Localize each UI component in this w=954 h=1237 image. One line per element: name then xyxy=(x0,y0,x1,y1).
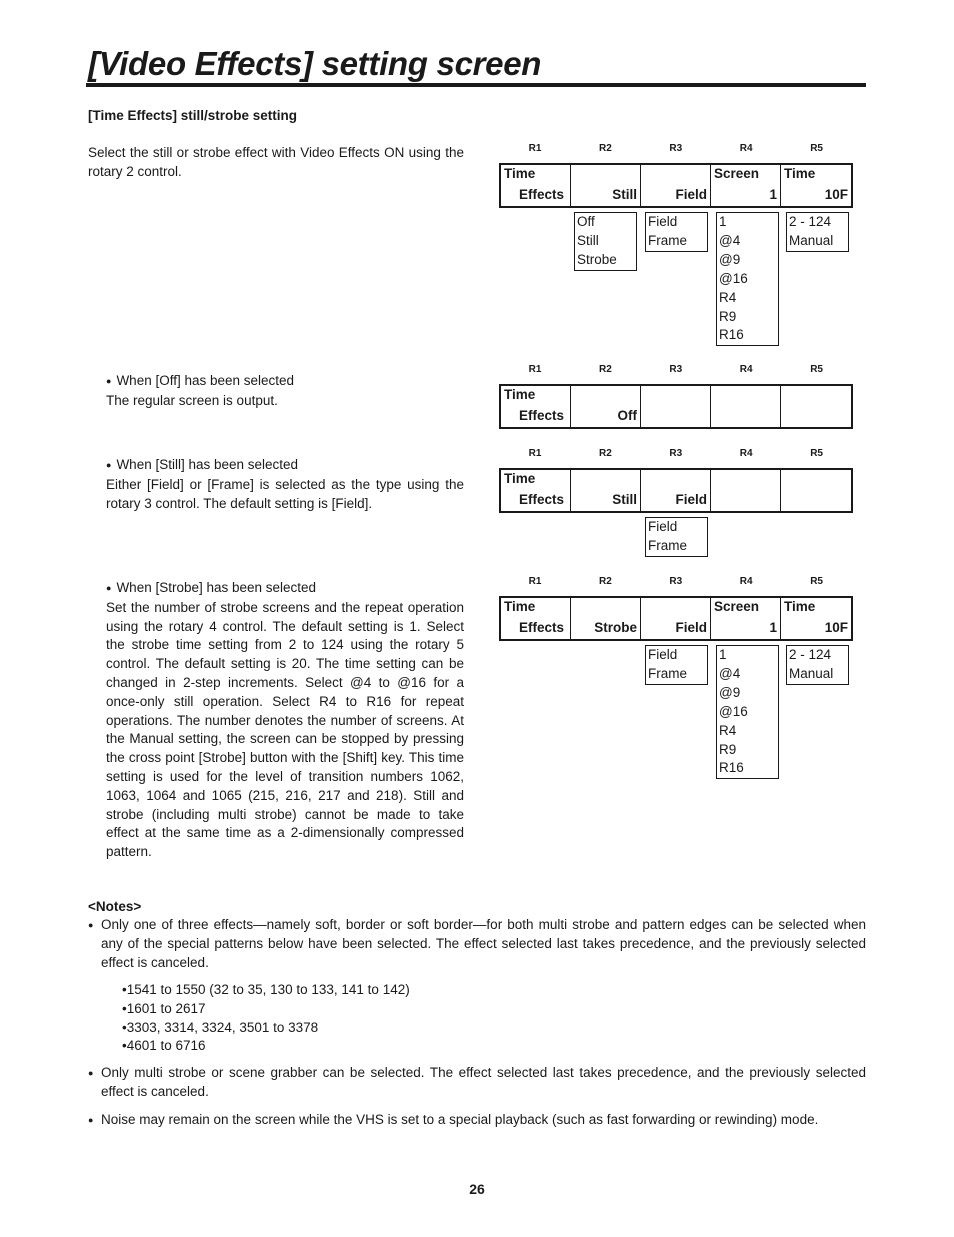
options-r4-strobe: 1 @4 @9 @16 R4 R9 R16 xyxy=(716,645,779,779)
options-r5-main: 2 - 124 Manual xyxy=(786,212,849,252)
r-labels-main xyxy=(500,143,852,157)
cell-r2: Still xyxy=(571,165,641,206)
r-label: R4 xyxy=(739,448,753,459)
cell-r3: Field xyxy=(641,470,711,511)
intro-text: Select the still or strobe effect with Video Effects ON using the rotary 2 control. xyxy=(88,145,464,179)
settings-row-main xyxy=(499,163,853,208)
r-label: R5 xyxy=(810,448,823,459)
options-r3-still: Field Frame xyxy=(645,517,708,557)
options-r2-main: Off Still Strobe xyxy=(574,212,637,271)
r-labels-strobe xyxy=(500,576,852,590)
cell-r1: Time Effects xyxy=(501,598,571,639)
r-label: R2 xyxy=(598,364,612,375)
notes-heading: <Notes> xyxy=(88,899,142,914)
page-title: [Video Effects] setting screen xyxy=(88,45,542,82)
r-label: R4 xyxy=(739,143,753,154)
options-r4-main: 1 @4 @9 @16 R4 R9 R16 xyxy=(716,212,779,346)
page-number: 26 xyxy=(469,1181,485,1197)
settings-row-strobe xyxy=(499,596,853,641)
list-item: • 1541 to 1550 (32 to 35, 130 to 133, 141 to 142) xyxy=(122,981,410,1000)
cell-r4: Screen 1 xyxy=(711,598,781,639)
list-item: • 1601 to 2617 xyxy=(122,1000,410,1019)
r-label: R3 xyxy=(669,576,683,587)
note-2: ● Only multi strobe or scene grabber can be selected. The effect selected last takes precedence, and the previously selected effect is canceled. xyxy=(101,1064,866,1102)
options-r5-strobe: 2 - 124 Manual xyxy=(786,645,849,685)
r-label: R4 xyxy=(739,576,753,587)
settings-row-off xyxy=(499,384,853,429)
r-label: R5 xyxy=(810,576,823,587)
still-description: ● When [Still] has been selected Either [Field] or [Frame] is selected as the type using the rotary 3 control. The default setting is [Field]. xyxy=(106,456,464,513)
r-label: R1 xyxy=(528,364,542,375)
r-label: R1 xyxy=(528,143,542,154)
note-1: ● Only one of three effects—namely soft, border or soft border—for both multi strobe and pattern edges can be selected when any of the special patterns below have been selected. The effect selected last takes precedence, and the previously selected effect is canceled. xyxy=(101,916,866,972)
note-3: ● Noise may remain on the screen while the VHS is set to a special playback (such as fast forwarding or rewinding) mode. xyxy=(101,1111,866,1130)
section-heading: [Time Effects] still/strobe setting xyxy=(88,108,298,123)
cell-r5 xyxy=(781,386,851,427)
off-description: ● When [Off] has been selected The regular screen is output. xyxy=(106,372,464,411)
r-label: R2 xyxy=(598,143,612,154)
cell-r4 xyxy=(711,470,781,511)
pattern-list xyxy=(122,981,410,1056)
settings-row-still xyxy=(499,468,853,513)
cell-r2: Off xyxy=(571,386,641,427)
r-label: R2 xyxy=(598,448,612,459)
r-label: R3 xyxy=(669,364,683,375)
list-item: • 3303, 3314, 3324, 3501 to 3378 xyxy=(122,1019,410,1038)
cell-r1: Time Effects xyxy=(501,165,571,206)
cell-r4: Screen 1 xyxy=(711,165,781,206)
r-label: R5 xyxy=(810,143,823,154)
r-label: R5 xyxy=(810,364,823,375)
r-label: R4 xyxy=(739,364,753,375)
options-r3-main: Field Frame xyxy=(645,212,708,252)
cell-r3: Field xyxy=(641,165,711,206)
strobe-description: ● When [Strobe] has been selected Set the number of strobe screens and the repeat operation using the rotary 4 control. The default setting is 1. Select the strobe time setting from 2 to 124 using the rotary 5 control. The default setting is 20. The time setting can be changed in 2-step increments. Select @4 to @16 for a once-only still operation. Select R4 to R16 for repeat operations. The number denotes the number of screens. At the Manual setting, the screen can be stopped by pressing the cross point [Strobe] button with the [Shift] key. This time setting is used for the level of transition numbers 1062, 1063, 1064 and 1065 (215, 216, 217 and 218). Still and strobe (including multi strobe) cannot be made to take effect at the same time as a 2-dimensionally compressed pattern. xyxy=(106,579,464,862)
list-item: • 4601 to 6716 xyxy=(122,1037,410,1056)
cell-r2: Strobe xyxy=(571,598,641,639)
cell-r1: Time Effects xyxy=(501,470,571,511)
cell-r3: Field xyxy=(641,598,711,639)
cell-r5: Time 10F xyxy=(784,599,848,635)
r-label: R3 xyxy=(669,143,683,154)
r-labels-off xyxy=(500,364,852,378)
r-labels-still xyxy=(500,448,852,462)
r-label: R1 xyxy=(528,448,542,459)
cell-r5: Time 10F xyxy=(784,166,848,202)
r-label: R1 xyxy=(528,576,542,587)
cell-r4 xyxy=(711,386,781,427)
r-label: R3 xyxy=(669,448,683,459)
options-r3-strobe: Field Frame xyxy=(645,645,708,685)
cell-r1: Time Effects xyxy=(501,386,571,427)
cell-r2: Still xyxy=(571,470,641,511)
cell-r5 xyxy=(781,470,851,511)
title-rule xyxy=(86,83,866,87)
r-label: R2 xyxy=(598,576,612,587)
cell-r3 xyxy=(641,386,711,427)
